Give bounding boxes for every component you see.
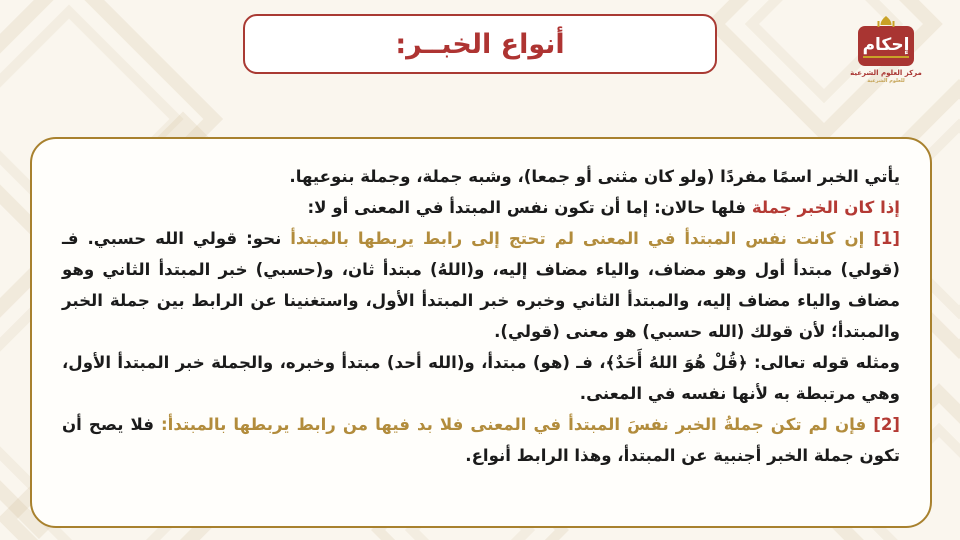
case2-rule: فإن لم تكن جملةُ الخبر نفسَ المبتدأ في المعنى فلا بد فيها من رابط يربطها بالمبتدأ: [153,415,874,434]
title-box [243,14,717,74]
paragraph-intro [62,161,900,192]
paragraph-case2 [62,409,900,471]
paragraph-case1 [62,223,900,347]
condition-rest: فلها حالان: إما أن تكون نفس المبتدأ في المعنى أو لا: [307,198,752,217]
content-text [32,139,930,471]
example-text: ومثله قوله تعالى: ﴿قُلْ هُوَ اللهُ أَحَدٌ﴾، فـ (هو) مبتدأ، و(الله أحد) مبتدأ وخبره، والجملة خبر المبتدأ الأول، وهي مرتبطة به لأنها نفسه في المعنى. [62,353,900,403]
condition-highlight: إذا كان الخبر جملة [751,198,900,217]
case1-number: [1] [873,229,900,248]
brand-logo [846,16,926,84]
logo-tagline: مركز العلوم الشرعية [850,69,922,77]
logo-subtagline: للعلوم الشرعية [867,78,905,84]
case2-number: [2] [873,415,900,434]
page-title: أنواع الخبــر: [395,28,565,60]
case2-explanation: فلا يصح أن تكون جملة الخبر أجنبية عن المبتدأ، وهذا الرابط أنواع. [62,415,900,465]
logo-wordmark: إحكام [863,35,910,58]
case1-rule: إن كانت نفس المبتدأ في المعنى لم تحتج إلى رابط يربطها بالمبتدأ [281,229,874,248]
case1-explanation: نحو: قولي الله حسبي. فـ (قولي) مبتدأ أول وهو مضاف، والياء مضاف إليه، و(اللهُ) مبتدأ ثان، و(حسبي) خبر المبتدأ الثاني وهو مضاف والياء مضاف إليه، والمبتدأ الثاني وخبره خبر المبتدأ الأول، واستغنينا عن الرابط بين جملة الخبر والمبتدأ؛ لأن قولك (الله حسبي) هو معنى (قولي). [62,229,900,341]
intro-text: يأتي الخبر اسمًا مفردًا (ولو كان مثنى أو جمعا)، وشبه جملة، وجملة بنوعيها. [289,167,900,186]
content-box [30,137,932,528]
logo-mark [858,26,914,66]
paragraph-condition [62,192,900,223]
paragraph-example [62,347,900,409]
